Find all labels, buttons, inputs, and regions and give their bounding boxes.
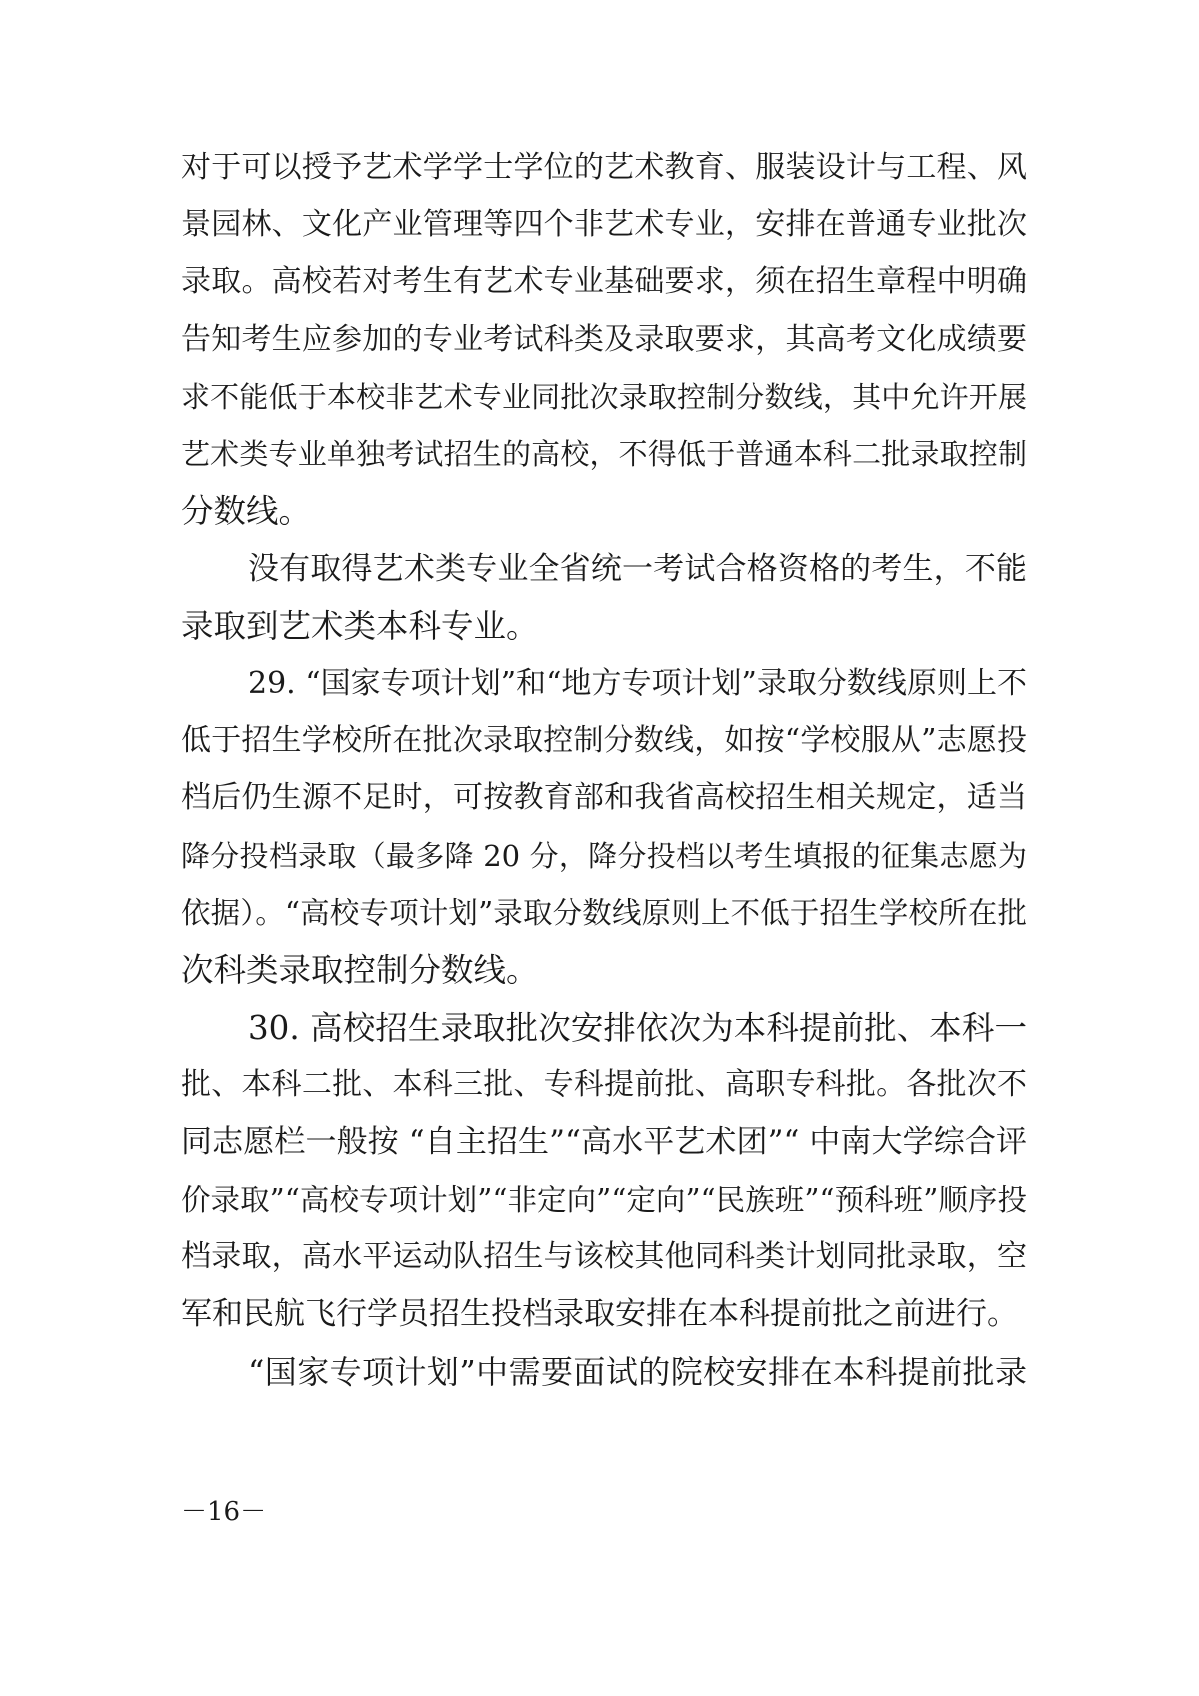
body-text-line: 降分投档录取（最多降 20 分，降分投档以考生填报的征集志愿为 [181, 839, 1027, 873]
body-text-line: 批、本科二批、本科三批、专科提前批、高职专科批。各批次不 [181, 1067, 1027, 1102]
body-text-line: 档后仍生源不足时，可按教育部和我省高校招生相关规定，适当 [181, 780, 1027, 815]
body-text-line: 艺术类专业单独考试招生的高校，不得低于普通本科二批录取控制 [181, 437, 1027, 471]
paragraph-first-line: 30. 高校招生录取批次安排依次为本科提前批、本科一 [248, 1009, 1027, 1047]
body-text-line: 分数线。 [181, 492, 312, 530]
body-text-line: 告知考生应参加的专业考试科类及录取要求，其高考文化成绩要 [181, 322, 1027, 357]
body-text-line: 录取到艺术类本科专业。 [181, 607, 539, 645]
body-text-line: 同志愿栏一般按 “自主招生”“高水平艺术团”“ 中南大学综合评 [181, 1124, 1027, 1160]
body-text-line: 景园林、文化产业管理等四个非艺术专业，安排在普通专业批次 [181, 207, 1027, 242]
paragraph-first-line: 29. “国家专项计划”和“地方专项计划”录取分数线原则上不 [248, 666, 1027, 701]
page-number: －16－ [181, 1497, 267, 1527]
body-text-line: 依据）。“高校专项计划”录取分数线原则上不低于招生学校所在批 [181, 896, 1027, 930]
paragraph-first-line: 没有取得艺术类专业全省统一考试合格资格的考生，不能 [248, 551, 1027, 587]
body-text-line: 次科类录取控制分数线。 [181, 951, 539, 989]
paragraph-first-line: “国家专项计划”中需要面试的院校安排在本科提前批录 [248, 1353, 1027, 1391]
body-text-line: 对于可以授予艺术学学士学位的艺术教育、服装设计与工程、风 [181, 150, 1027, 185]
body-text-line: 录取。高校若对考生有艺术专业基础要求，须在招生章程中明确 [181, 264, 1027, 299]
body-text-line: 低于招生学校所在批次录取控制分数线，如按“学校服从”志愿投 [181, 723, 1027, 758]
body-text-line: 军和民航飞行学员招生投档录取安排在本科提前批之前进行。 [181, 1296, 1018, 1332]
body-text-line: 求不能低于本校非艺术专业同批次录取控制分数线，其中允许开展 [181, 380, 1027, 414]
body-text-line: 档录取，高水平运动队招生与该校其他同科类计划同批录取，空 [181, 1239, 1027, 1274]
body-text-line: 价录取”“高校专项计划”“非定向”“定向”“民族班”“预科班”顺序投 [181, 1183, 1027, 1217]
